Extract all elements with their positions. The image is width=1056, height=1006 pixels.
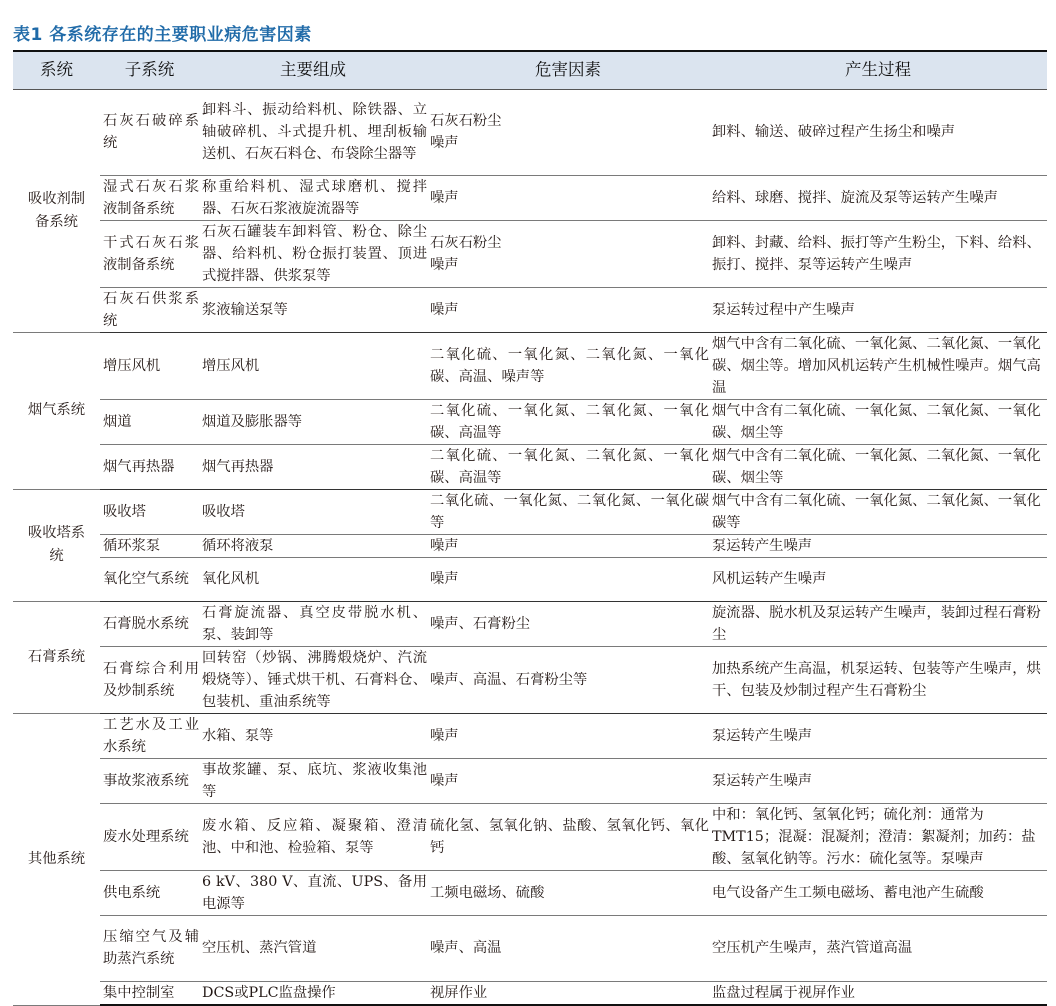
process-cell: 烟气中含有二氧化硫、一氧化氮、二氧化氮、一氧化碳、烟尘等 xyxy=(709,444,1047,489)
subsystem-cell: 烟道 xyxy=(100,399,199,444)
table-row xyxy=(13,758,1047,803)
table-row xyxy=(13,444,1047,489)
table-row xyxy=(13,175,1047,220)
table-row xyxy=(13,803,1047,870)
subsystem-cell: 废水处理系统 xyxy=(100,803,199,870)
table-row xyxy=(13,332,1047,399)
header-subsystem: 子系统 xyxy=(100,51,199,89)
process-cell: 监盘过程属于视屏作业 xyxy=(709,981,1047,1005)
process-cell: 泵运转产生噪声 xyxy=(709,713,1047,758)
components-cell: 空压机、蒸汽管道 xyxy=(199,915,427,981)
hazard-table xyxy=(13,50,1047,1006)
table-row xyxy=(13,713,1047,758)
hazards-cell: 二氧化硫、一氧化氮、二氧化氮、一氧化碳、高温、噪声等 xyxy=(427,332,709,399)
subsystem-cell: 氧化空气系统 xyxy=(100,557,199,601)
process-cell: 旋流器、脱水机及泵运转产生噪声，装卸过程石膏粉尘 xyxy=(709,601,1047,646)
hazards-cell: 噪声 xyxy=(427,713,709,758)
components-cell: 循环将液泵 xyxy=(199,534,427,557)
table-row xyxy=(13,89,1047,175)
header-system: 系统 xyxy=(13,51,100,89)
table-row xyxy=(13,557,1047,601)
process-cell: 卸料、输送、破碎过程产生扬尘和噪声 xyxy=(709,89,1047,175)
process-cell: 卸料、封藏、给料、振打等产生粉尘，下料、给料、振打、搅拌、泵等运转产生噪声 xyxy=(709,220,1047,287)
hazards-cell: 石灰石粉尘 噪声 xyxy=(427,220,709,287)
process-cell: 泵运转产生噪声 xyxy=(709,758,1047,803)
subsystem-cell: 干式石灰石浆液制备系统 xyxy=(100,220,199,287)
components-cell: 氧化风机 xyxy=(199,557,427,601)
process-cell: 烟气中含有二氧化硫、一氧化氮、二氧化氮、一氧化碳等 xyxy=(709,489,1047,534)
subsystem-cell: 事故浆液系统 xyxy=(100,758,199,803)
table-row xyxy=(13,220,1047,287)
hazards-cell: 噪声、高温 xyxy=(427,915,709,981)
subsystem-cell: 石灰石供浆系统 xyxy=(100,287,199,332)
table-title: 表1 各系统存在的主要职业病危害因素 xyxy=(13,25,312,45)
system-cell: 吸收剂制备系统 xyxy=(13,89,100,332)
components-cell: 卸料斗、振动给料机、除铁器、立轴破碎机、斗式提升机、埋刮板输送机、石灰石料仓、布袋除尘器等 xyxy=(199,89,427,175)
process-cell: 中和：氧化钙、氢氧化钙；硫化剂：通常为TMT15；混凝：混凝剂；澄清：絮凝剂；加药：盐酸、氢氧化钠等。污水：硫化氢等。泵噪声 xyxy=(709,803,1047,870)
process-cell: 风机运转产生噪声 xyxy=(709,557,1047,601)
header-process: 产生过程 xyxy=(709,51,1047,89)
subsystem-cell: 压缩空气及辅助蒸汽系统 xyxy=(100,915,199,981)
components-cell: 水箱、泵等 xyxy=(199,713,427,758)
components-cell: 称重给料机、湿式球磨机、搅拌器、石灰石浆液旋流器等 xyxy=(199,175,427,220)
components-cell: 烟道及膨胀器等 xyxy=(199,399,427,444)
hazards-cell: 噪声 xyxy=(427,534,709,557)
subsystem-cell: 增压风机 xyxy=(100,332,199,399)
header-components: 主要组成 xyxy=(199,51,427,89)
components-cell: 废水箱、反应箱、凝聚箱、澄清池、中和池、检验箱、泵等 xyxy=(199,803,427,870)
subsystem-cell: 湿式石灰石浆液制备系统 xyxy=(100,175,199,220)
table-row xyxy=(13,287,1047,332)
subsystem-cell: 吸收塔 xyxy=(100,489,199,534)
hazards-cell: 噪声、高温、石膏粉尘等 xyxy=(427,646,709,713)
table-row xyxy=(13,915,1047,981)
hazards-cell: 噪声 xyxy=(427,287,709,332)
subsystem-cell: 石膏脱水系统 xyxy=(100,601,199,646)
table-row xyxy=(13,601,1047,646)
subsystem-cell: 集中控制室 xyxy=(100,981,199,1005)
header-hazards: 危害因素 xyxy=(427,51,709,89)
hazards-cell: 噪声 xyxy=(427,175,709,220)
process-cell: 烟气中含有二氧化硫、一氧化氮、二氧化氮、一氧化碳、烟尘等 xyxy=(709,399,1047,444)
components-cell: 石膏旋流器、真空皮带脱水机、泵、装卸等 xyxy=(199,601,427,646)
components-cell: DCS或PLC监盘操作 xyxy=(199,981,427,1005)
subsystem-cell: 工艺水及工业水系统 xyxy=(100,713,199,758)
components-cell: 吸收塔 xyxy=(199,489,427,534)
process-cell: 空压机产生噪声，蒸汽管道高温 xyxy=(709,915,1047,981)
system-cell: 其他系统 xyxy=(13,713,100,1005)
hazards-cell: 噪声 xyxy=(427,557,709,601)
subsystem-cell: 石膏综合利用及炒制系统 xyxy=(100,646,199,713)
hazards-cell: 噪声、石膏粉尘 xyxy=(427,601,709,646)
table-row xyxy=(13,489,1047,534)
subsystem-cell: 供电系统 xyxy=(100,870,199,915)
system-cell: 吸收塔系统 xyxy=(13,489,100,601)
components-cell: 6 kV、380 V、直流、UPS、备用电源等 xyxy=(199,870,427,915)
components-cell: 烟气再热器 xyxy=(199,444,427,489)
process-cell: 泵运转过程中产生噪声 xyxy=(709,287,1047,332)
table-row xyxy=(13,534,1047,557)
table-row xyxy=(13,870,1047,915)
hazards-cell: 视屏作业 xyxy=(427,981,709,1005)
components-cell: 事故浆罐、泵、底坑、浆液收集池等 xyxy=(199,758,427,803)
process-cell: 泵运转产生噪声 xyxy=(709,534,1047,557)
hazards-cell: 二氧化硫、一氧化氮、二氧化氮、一氧化碳、高温等 xyxy=(427,444,709,489)
hazards-cell: 工频电磁场、硫酸 xyxy=(427,870,709,915)
table-row xyxy=(13,399,1047,444)
components-cell: 增压风机 xyxy=(199,332,427,399)
header-row xyxy=(13,51,1047,89)
table-row xyxy=(13,646,1047,713)
hazards-cell: 噪声 xyxy=(427,758,709,803)
process-cell: 烟气中含有二氧化硫、一氧化氮、二氧化氮、一氧化碳、烟尘等。增加风机运转产生机械性噪声。烟气高温 xyxy=(709,332,1047,399)
hazards-cell: 二氧化硫、一氧化氮、二氧化氮、一氧化碳、高温等 xyxy=(427,399,709,444)
system-cell: 石膏系统 xyxy=(13,601,100,713)
table-row xyxy=(13,981,1047,1005)
components-cell: 石灰石罐装车卸料管、粉仓、除尘器、给料机、粉仓振打装置、顶进式搅拌器、供浆泵等 xyxy=(199,220,427,287)
system-cell: 烟气系统 xyxy=(13,332,100,489)
hazards-cell: 硫化氢、氢氧化钠、盐酸、氢氧化钙、氧化钙 xyxy=(427,803,709,870)
process-cell: 给料、球磨、搅拌、旋流及泵等运转产生噪声 xyxy=(709,175,1047,220)
subsystem-cell: 石灰石破碎系统 xyxy=(100,89,199,175)
components-cell: 回转窑（炒锅、沸腾煅烧炉、汽流煅烧等）、锤式烘干机、石膏料仓、包装机、重油系统等 xyxy=(199,646,427,713)
hazards-cell: 石灰石粉尘 噪声 xyxy=(427,89,709,175)
table-body xyxy=(13,89,1047,1005)
process-cell: 电气设备产生工频电磁场、蓄电池产生硫酸 xyxy=(709,870,1047,915)
components-cell: 浆液输送泵等 xyxy=(199,287,427,332)
hazards-cell: 二氧化硫、一氧化氮、二氧化氮、一氧化碳等 xyxy=(427,489,709,534)
process-cell: 加热系统产生高温，机泵运转、包装等产生噪声，烘干、包装及炒制过程产生石膏粉尘 xyxy=(709,646,1047,713)
subsystem-cell: 烟气再热器 xyxy=(100,444,199,489)
subsystem-cell: 循环浆泵 xyxy=(100,534,199,557)
